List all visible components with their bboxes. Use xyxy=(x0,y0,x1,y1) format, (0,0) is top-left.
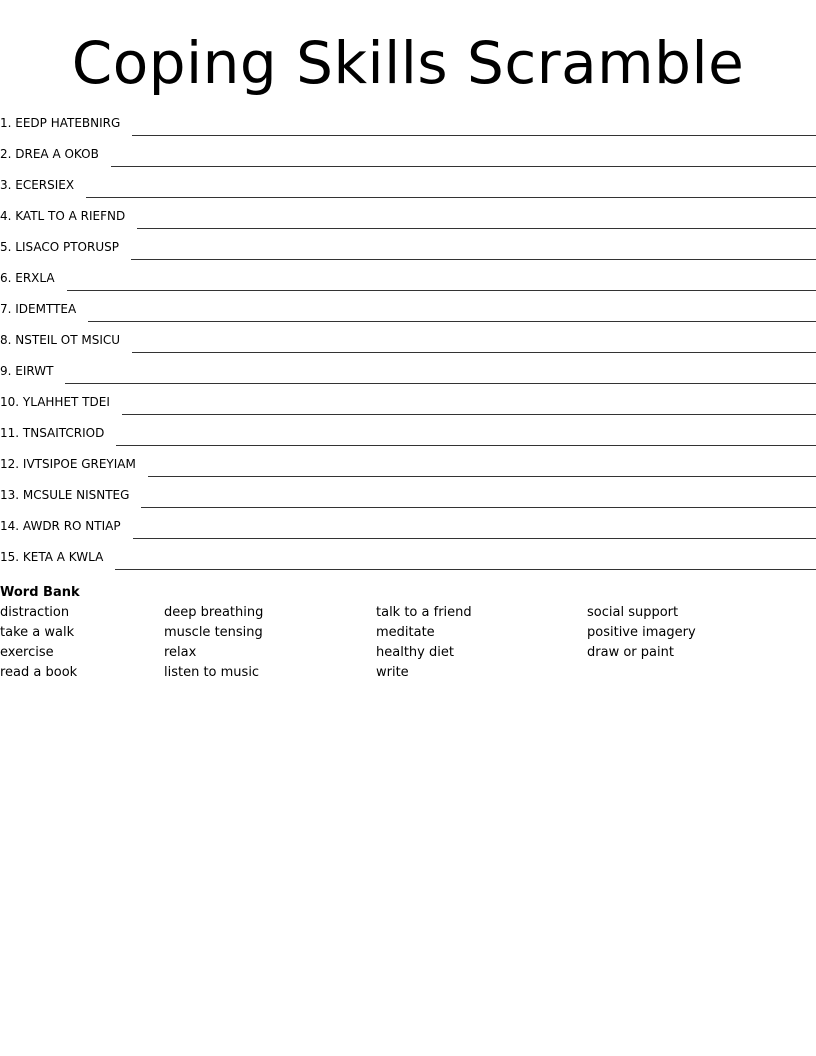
word-bank-item: relax xyxy=(164,645,197,660)
puzzle-row xyxy=(0,323,816,354)
puzzle-row xyxy=(0,416,816,447)
puzzle-row xyxy=(0,261,816,292)
word-bank-item: distraction xyxy=(0,605,70,620)
answer-line[interactable] xyxy=(111,166,816,167)
word-bank-item: exercise xyxy=(0,645,54,660)
puzzle-row xyxy=(0,354,816,385)
word-bank-item: read a book xyxy=(0,665,78,680)
puzzle-row xyxy=(0,106,816,137)
puzzle-row xyxy=(0,478,816,509)
answer-line[interactable] xyxy=(115,569,816,570)
word-bank-grid xyxy=(0,605,816,685)
scrambled-word: 15. KETA A KWLA xyxy=(0,550,104,564)
scrambled-word: 2. DREA A OKOB xyxy=(0,147,99,161)
word-bank-title: Word Bank xyxy=(0,585,80,600)
scrambled-word: 5. LISACO PTORUSP xyxy=(0,240,119,254)
word-bank-item: write xyxy=(376,665,409,680)
scrambled-word: 12. IVTSIPOE GREYIAM xyxy=(0,457,136,471)
page-title: Coping Skills Scramble xyxy=(71,29,745,97)
answer-line[interactable] xyxy=(137,228,816,229)
answer-line[interactable] xyxy=(148,476,816,477)
answer-line[interactable] xyxy=(116,445,816,446)
puzzle-row xyxy=(0,292,816,323)
puzzle-row xyxy=(0,509,816,540)
word-bank-item: take a walk xyxy=(0,625,75,640)
puzzle-row xyxy=(0,540,816,571)
scrambled-word: 9. EIRWT xyxy=(0,364,54,378)
puzzle-row xyxy=(0,447,816,478)
answer-line[interactable] xyxy=(86,197,816,198)
answer-line[interactable] xyxy=(141,507,816,508)
word-bank-item: listen to music xyxy=(164,665,260,680)
word-bank-item: deep breathing xyxy=(164,605,264,620)
scrambled-word: 6. ERXLA xyxy=(0,271,55,285)
word-bank-item: muscle tensing xyxy=(164,625,263,640)
answer-line[interactable] xyxy=(88,321,816,322)
scrambled-word: 7. IDEMTTEA xyxy=(0,302,77,316)
word-bank-item: meditate xyxy=(376,625,435,640)
scrambled-word: 11. TNSAITCRIOD xyxy=(0,426,105,440)
scrambled-word: 10. YLAHHET TDEI xyxy=(0,395,110,409)
scrambled-word: 8. NSTEIL OT MSICU xyxy=(0,333,121,347)
answer-line[interactable] xyxy=(65,383,816,384)
answer-line[interactable] xyxy=(122,414,816,415)
scrambled-word: 3. ECERSIEX xyxy=(0,178,75,192)
scrambled-word: 13. MCSULE NISNTEG xyxy=(0,488,130,502)
scrambled-word: 4. KATL TO A RIEFND xyxy=(0,209,126,223)
puzzle-row xyxy=(0,168,816,199)
answer-line[interactable] xyxy=(132,135,816,136)
scrambled-word: 1. EEDP HATEBNIRG xyxy=(0,116,121,130)
puzzle-row xyxy=(0,137,816,168)
word-bank-item: social support xyxy=(587,605,679,620)
answer-line[interactable] xyxy=(133,538,816,539)
answer-line[interactable] xyxy=(67,290,816,291)
puzzle-row xyxy=(0,385,816,416)
puzzle-list xyxy=(0,106,816,571)
answer-line[interactable] xyxy=(132,352,816,353)
word-bank-item: draw or paint xyxy=(587,645,674,660)
word-bank-item: healthy diet xyxy=(376,645,454,660)
answer-line[interactable] xyxy=(131,259,816,260)
word-bank-item: talk to a friend xyxy=(376,605,472,620)
puzzle-row xyxy=(0,230,816,261)
word-bank-item: positive imagery xyxy=(587,625,696,640)
scrambled-word: 14. AWDR RO NTIAP xyxy=(0,519,121,533)
word-bank xyxy=(0,584,816,685)
puzzle-row xyxy=(0,199,816,230)
